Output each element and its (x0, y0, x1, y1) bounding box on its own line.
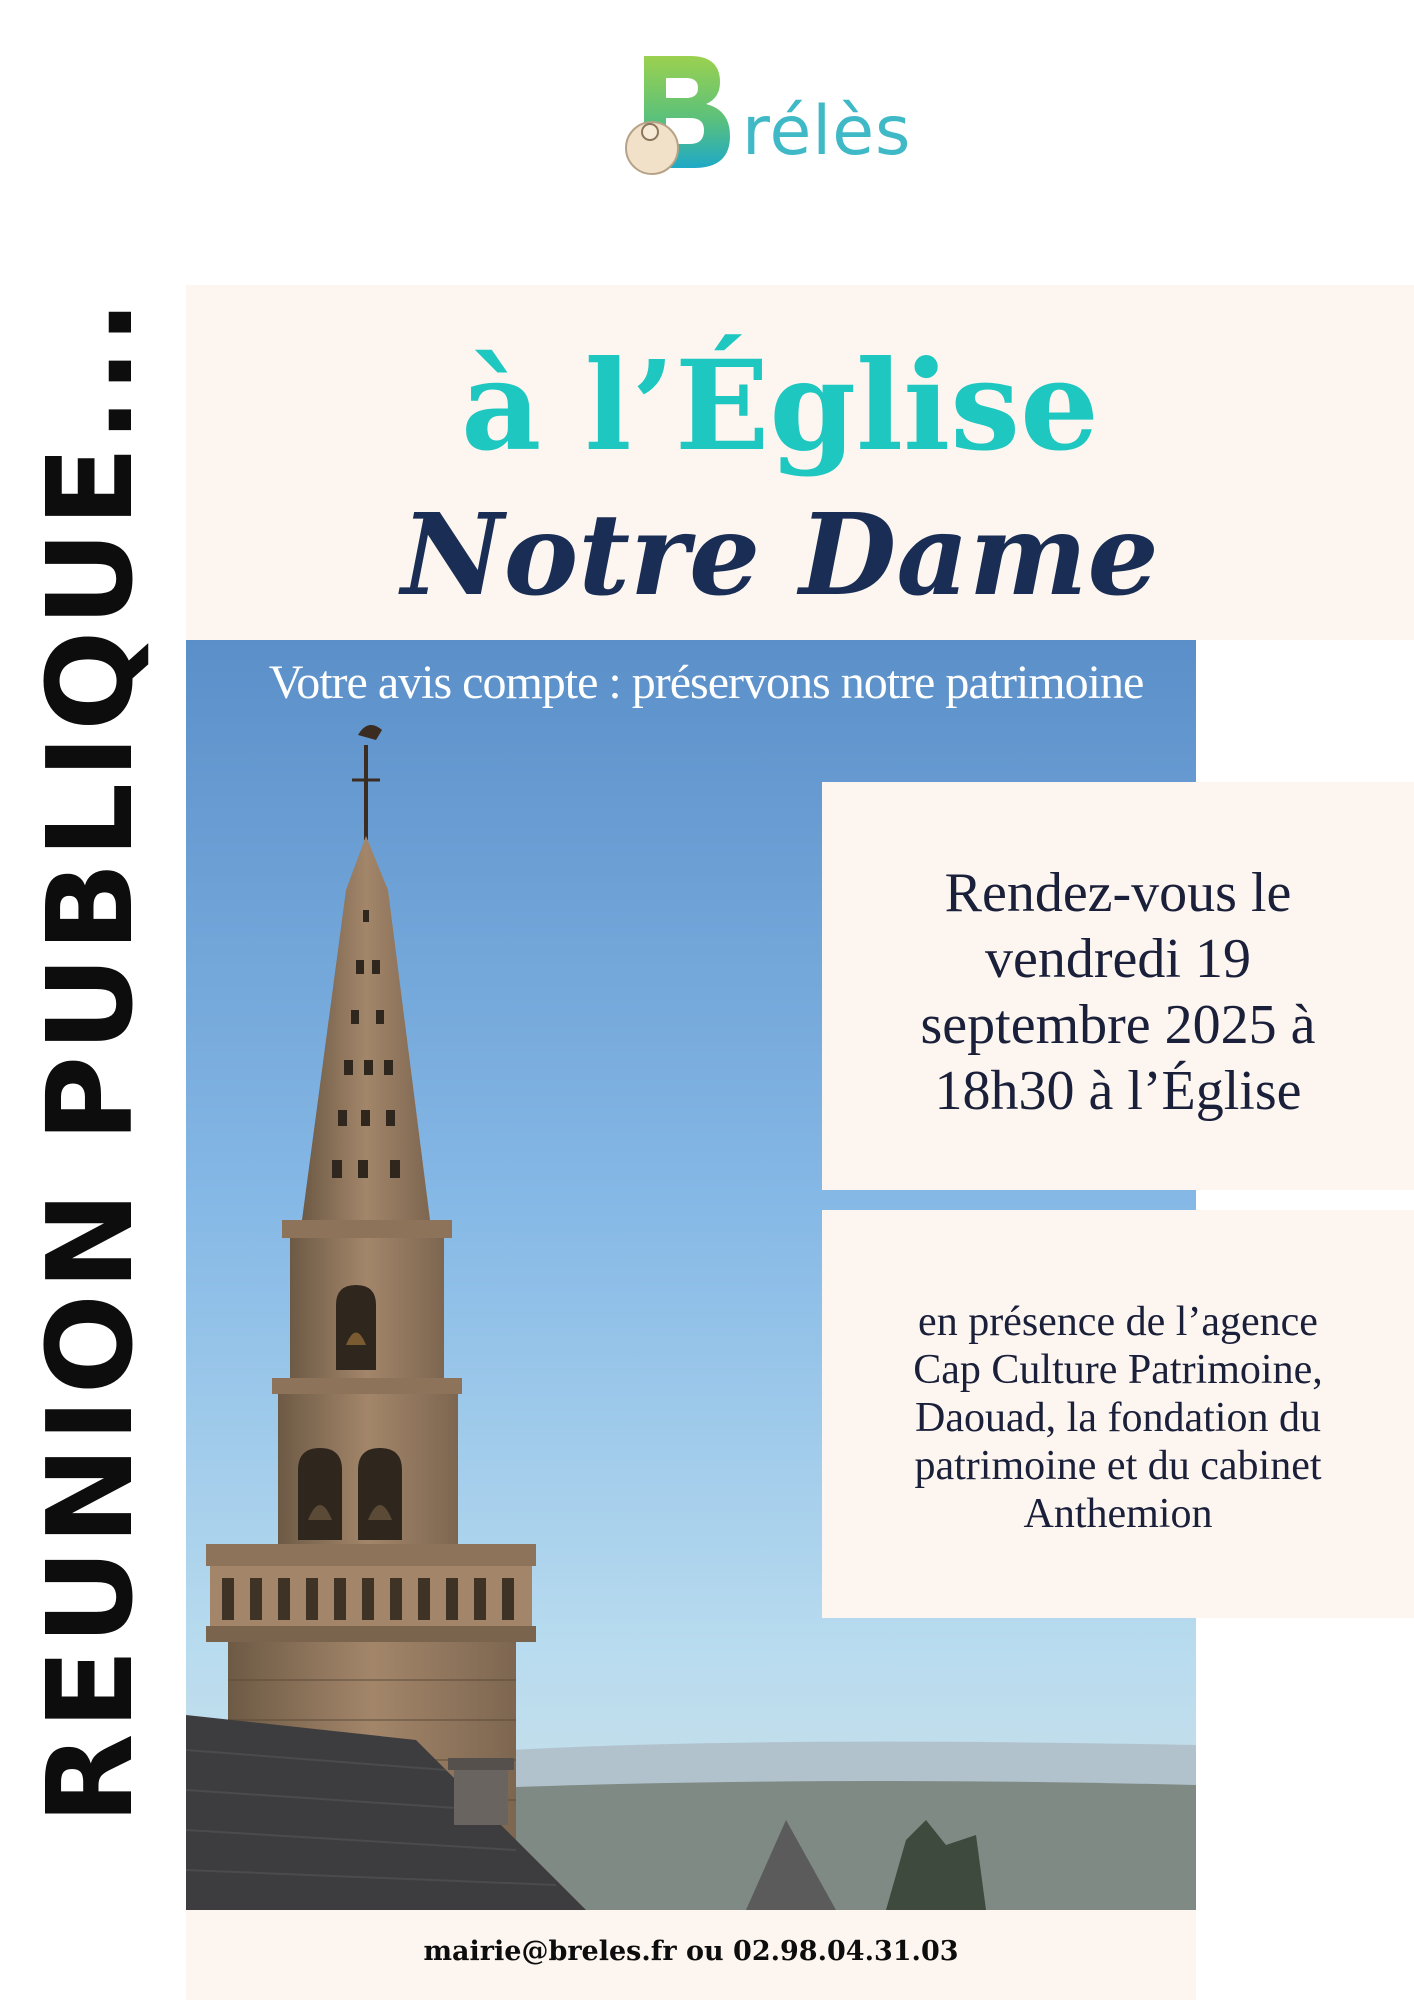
date-box (822, 782, 1414, 1190)
presence-text (822, 1298, 1414, 1538)
title-line-1: à l’Église (461, 334, 1099, 479)
contact-info: mairie@breles.fr ou 02.98.04.31.03 (423, 1936, 959, 1967)
presence-line: patrimoine et du cabinet (914, 1443, 1322, 1489)
presence-box (822, 1210, 1414, 1618)
subtitle: Votre avis compte : préservons notre patrimoine (268, 656, 1144, 709)
breles-b-logo-icon (620, 50, 750, 180)
breles-logo (620, 50, 920, 180)
logo-text: rélès (742, 92, 912, 171)
presence-line: Cap Culture Patrimoine, (913, 1347, 1323, 1393)
date-line: septembre 2025 à (920, 994, 1316, 1056)
presence-line: en présence de l’agence (918, 1299, 1318, 1345)
presence-line: Anthemion (1023, 1491, 1213, 1537)
date-line: Rendez-vous le (944, 862, 1292, 924)
date-line: vendredi 19 (985, 928, 1251, 990)
presence-line: Daouad, la fondation du (915, 1395, 1321, 1441)
date-line: 18h30 à l’Église (934, 1060, 1302, 1122)
date-text (822, 860, 1414, 1124)
vertical-banner-title: REUNION PUBLIQUE... (21, 295, 159, 1825)
title-line-2: Notre Dame (401, 490, 1159, 621)
footer (186, 1910, 1196, 2000)
